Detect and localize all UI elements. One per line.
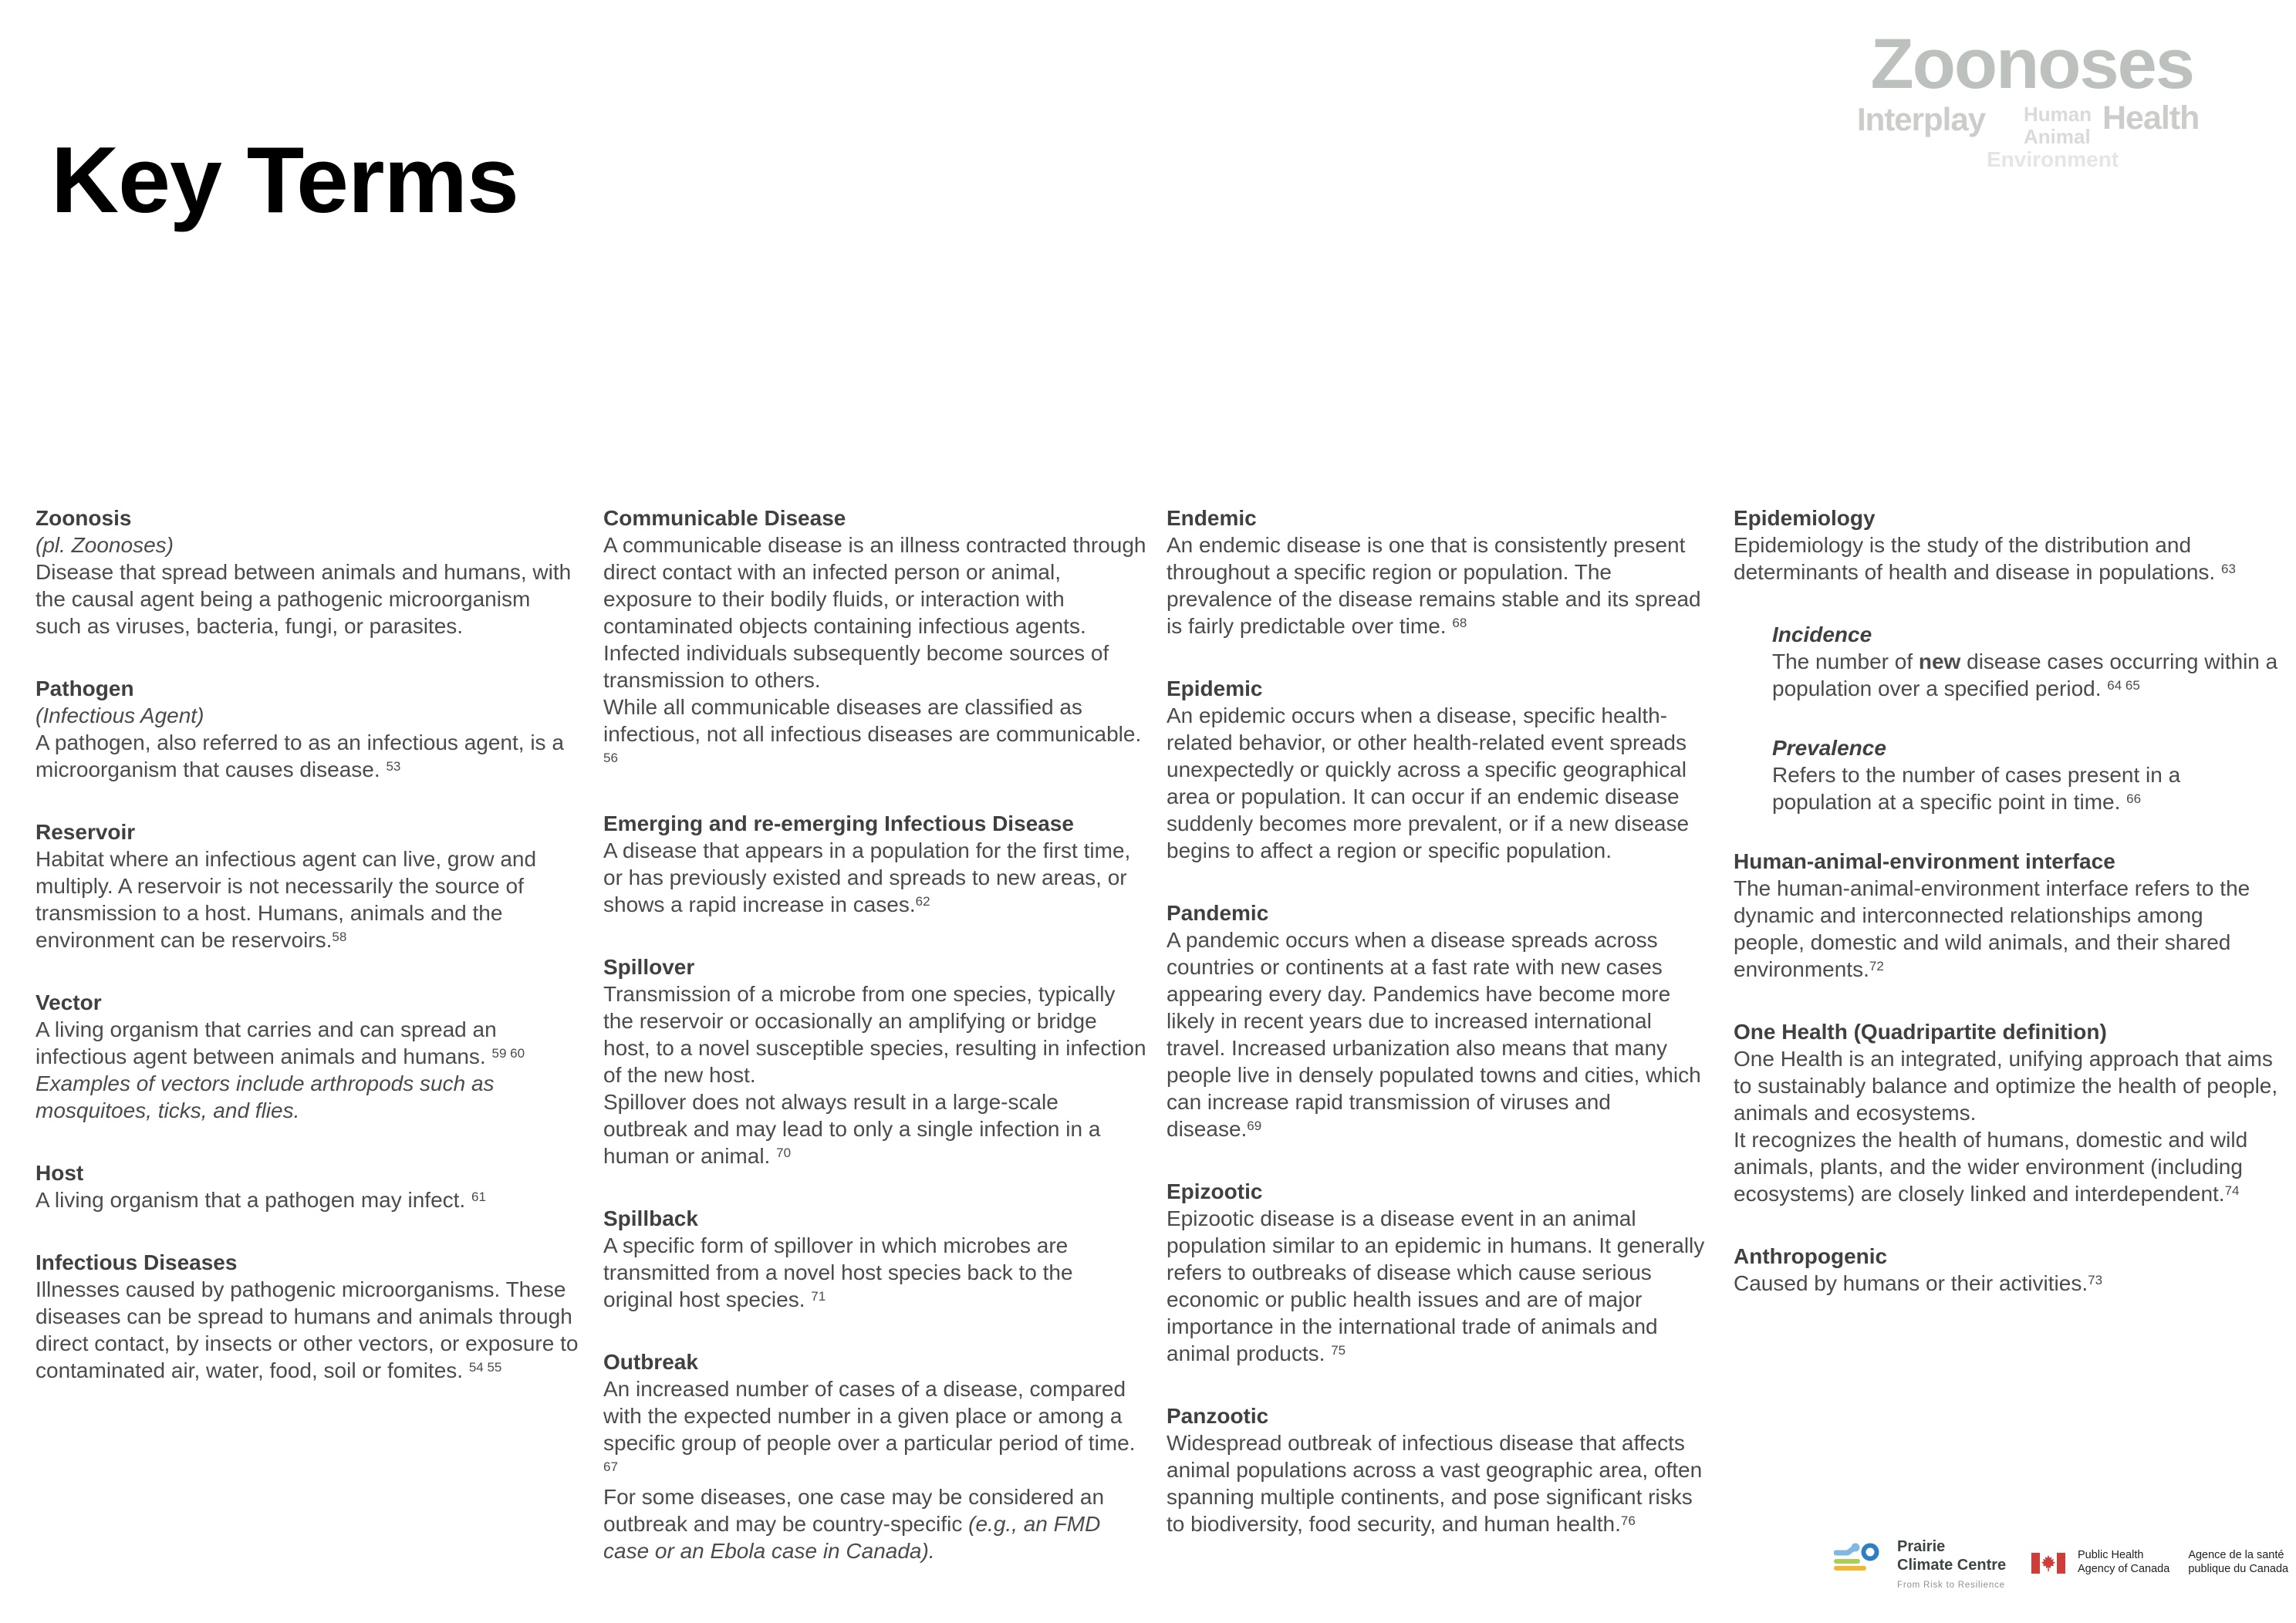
column-2 <box>603 504 1148 1600</box>
definition-text: While all communicable diseases are classified as infectious, not all infectious diseases are communicable. <box>603 695 1142 746</box>
term-section <box>1772 621 2278 702</box>
column-3 <box>1167 504 1711 1573</box>
prairie-climate-centre-icon <box>1834 1542 1886 1574</box>
footnote-ref: 63 <box>2220 562 2236 577</box>
logo-word-health: Health <box>2102 100 2200 137</box>
definition-text: A pathogen, also referred to as an infectious agent, is a microorganism that causes disease. <box>35 731 564 781</box>
term-definition <box>35 1276 580 1384</box>
footnote-ref: 56 <box>603 751 618 766</box>
phac-fr-line2: publique du Canada <box>2188 1562 2289 1575</box>
definition-text: The number of <box>1772 650 1919 673</box>
term-heading: Vector <box>35 990 102 1014</box>
term-section <box>35 989 580 1124</box>
canada-flag-icon <box>2031 1553 2065 1574</box>
term-section <box>1167 899 1711 1142</box>
definition-text: Epidemiology is the study of the distribution and determinants of health and disease in populations. <box>1734 533 2221 584</box>
definition-text: new <box>1918 650 1961 673</box>
term-section <box>1772 734 2278 815</box>
definition-text: A pandemic occurs when a disease spreads across countries or continents at a fast rate with new cases appearing every day. Pandemics have become more likely in recent years due to increased international travel. Increased urbanization also means that many people live in densely populated towns and cities, which can increase rapid transmission of viruses and disease. <box>1167 928 1701 1141</box>
term-section <box>1734 504 2278 585</box>
definition-text: A specific form of spillover in which microbes are transmitted from a novel host species back to the original host species. <box>603 1233 1073 1311</box>
term-definition <box>603 980 1148 1169</box>
pcc-tagline: From Risk to Resilience <box>1897 1581 2005 1590</box>
term-section <box>1734 1018 2278 1207</box>
term-section <box>603 1348 1148 1564</box>
pcc-name-line1: Prairie <box>1897 1538 1946 1555</box>
definition-text: Caused by humans or their activities. <box>1734 1271 2088 1295</box>
prairie-climate-centre-logo <box>1834 1537 2006 1591</box>
term-section <box>1167 675 1711 864</box>
definition-text: For some diseases, one case may be considered an outbreak and may be country-specific <box>603 1485 1105 1536</box>
zoonoses-wordcloud-logo <box>1857 25 2200 183</box>
term-definition <box>603 1375 1148 1564</box>
footnote-ref: 76 <box>1620 1513 1636 1529</box>
column-1 <box>35 504 580 1419</box>
definition-text: A communicable disease is an illness contracted through direct contact with an infected person or animal, exposure to their bodily fluids, or interaction with contaminated objects containing infectious agents. Infected individuals subsequently become sources of transmission to others. <box>603 533 1146 692</box>
term-heading: Spillover <box>603 955 695 979</box>
footnote-ref: 71 <box>811 1289 826 1304</box>
page-title: Key Terms <box>51 127 518 232</box>
term-section <box>603 1205 1148 1313</box>
term-definition <box>1167 1429 1711 1537</box>
prairie-climate-centre-text <box>1897 1537 2006 1591</box>
logo-word-environment: Environment <box>1987 147 2119 171</box>
term-heading: Epidemiology <box>1734 506 1876 530</box>
term-heading: Communicable Disease <box>603 506 846 530</box>
term-definition <box>1772 648 2278 702</box>
term-definition <box>603 1232 1148 1313</box>
footnote-ref: 70 <box>776 1146 792 1161</box>
term-definition <box>1772 761 2278 815</box>
footnote-ref: 66 <box>2126 791 2142 807</box>
phac-text-french <box>2188 1549 2288 1576</box>
term-heading: Human-animal-environment interface <box>1734 849 2115 873</box>
logo-word-interplay: Interplay <box>1857 101 1986 137</box>
term-definition <box>1734 875 2278 983</box>
term-section <box>35 504 580 639</box>
footnote-ref: 72 <box>1869 959 1884 974</box>
term-heading: Epidemic <box>1167 677 1263 700</box>
term-section <box>1734 1243 2278 1297</box>
definition-text: Habitat where an infectious agent can live, grow and multiply. A reservoir is not necessarily the source of transmission to a host. Humans, animals and the environment can be reservoirs. <box>35 847 537 952</box>
term-heading: Epizootic <box>1167 1179 1263 1203</box>
term-definition <box>603 531 1148 774</box>
definition-text: A living organism that a pathogen may infect. <box>35 1188 471 1212</box>
public-health-agency-logo <box>2031 1549 2288 1576</box>
footnote-ref: 54 55 <box>468 1360 502 1375</box>
term-heading: Endemic <box>1167 506 1257 530</box>
term-definition <box>35 845 580 953</box>
term-heading: Spillback <box>603 1206 698 1230</box>
term-definition <box>35 531 580 639</box>
phac-en-line2: Agency of Canada <box>2078 1562 2170 1575</box>
term-heading: Infectious Diseases <box>35 1250 238 1274</box>
footnote-ref: 75 <box>1331 1343 1346 1358</box>
term-heading: Emerging and re-emerging Infectious Disease <box>603 812 1074 835</box>
term-section <box>35 818 580 953</box>
definition-text: Refers to the number of cases present in a population at a specific point in time. <box>1772 763 2181 814</box>
logo-word-human: Human <box>2024 103 2092 126</box>
footnote-ref: 62 <box>915 894 930 909</box>
term-heading: Reservoir <box>35 820 136 844</box>
term-heading: Host <box>35 1161 84 1185</box>
term-definition <box>35 702 580 783</box>
term-heading: Anthropogenic <box>1734 1244 1888 1268</box>
term-section <box>35 675 580 783</box>
footnote-ref: 69 <box>1247 1119 1262 1134</box>
term-section <box>35 1249 580 1384</box>
term-definition <box>35 1186 580 1213</box>
column-4 <box>1734 504 2278 1332</box>
phac-fr-line1: Agence de la santé <box>2188 1549 2284 1561</box>
logo-word-zoonoses: Zoonoses <box>1870 25 2193 103</box>
term-heading: Pathogen <box>35 677 134 700</box>
definition-text: Transmission of a microbe from one species, typically the reservoir or occasionally an amplifying or bridge host, to a novel susceptible species, resulting in infection of the new host. <box>603 982 1146 1087</box>
term-definition <box>1167 702 1711 864</box>
phac-en-line1: Public Health <box>2078 1549 2144 1561</box>
definition-text: Examples of vectors include arthropods such as mosquitoes, ticks, and flies. <box>35 1071 495 1122</box>
definition-text: (e.g., an FMD case or an Ebola case in Canada). <box>603 1512 1101 1563</box>
term-section <box>35 1159 580 1213</box>
term-definition <box>1734 531 2278 585</box>
definition-text: An endemic disease is one that is consistently present throughout a specific region or population. The prevalence of the disease remains stable and its spread is fairly predictable over time. <box>1167 533 1701 638</box>
term-heading: Outbreak <box>603 1350 698 1374</box>
definition-text: Illnesses caused by pathogenic microorganisms. These diseases can be spread to humans and animals through direct contact, by insects or other vectors, or exposure to contaminated air, water, food, soil or fomites. <box>35 1277 579 1382</box>
footnote-ref: 64 65 <box>2107 678 2140 693</box>
term-section <box>1734 848 2278 983</box>
term-section <box>603 810 1148 918</box>
definition-text: (pl. Zoonoses) <box>35 533 174 557</box>
footnote-ref: 74 <box>2224 1183 2240 1199</box>
term-definition <box>35 1016 580 1124</box>
definition-text: A living organism that carries and can spread an infectious agent between animals and humans. <box>35 1017 497 1068</box>
term-definition <box>1167 1205 1711 1367</box>
definition-text: (Infectious Agent) <box>35 704 204 727</box>
footnote-ref: 68 <box>1452 616 1467 631</box>
definition-text: A disease that appears in a population for the first time, or has previously existed and spreads to new areas, or shows a rapid increase in cases. <box>603 838 1131 916</box>
footnote-ref: 59 60 <box>491 1046 525 1061</box>
phac-text-english <box>2078 1549 2169 1576</box>
definition-text: Disease that spread between animals and humans, with the causal agent being a pathogenic microorganism such as viruses, bacteria, fungi, or parasites. <box>35 560 572 638</box>
logo-word-animal: Animal <box>2024 125 2091 148</box>
definition-text: Widespread outbreak of infectious disease that affects animal populations across a vast geographic area, often spanning multiple continents, and pose significant risks to biodiversity, food security, and human health. <box>1167 1431 1703 1536</box>
definition-text: It recognizes the health of humans, domestic and wild animals, plants, and the wider environment (including ecosystems) are closely linked and interdependent. <box>1734 1128 2248 1206</box>
footnote-ref: 67 <box>603 1459 618 1475</box>
definition-text: An increased number of cases of a disease, compared with the expected number in a given place or among a specific group of people over a particular period of time. <box>603 1377 1136 1455</box>
term-heading: Incidence <box>1772 623 1872 646</box>
definition-text: An epidemic occurs when a disease, specific health-related behavior, or other health-related event spreads unexpectedly or quickly across a specific geographical area or population. It can occur if an endemic disease suddenly becomes more prevalent, or if a new disease begins to affect a region or specific population. <box>1167 704 1690 862</box>
term-heading: Panzootic <box>1167 1404 1269 1428</box>
term-definition <box>1734 1045 2278 1207</box>
term-definition <box>603 837 1148 918</box>
term-section <box>603 504 1148 774</box>
pcc-name-line2: Climate Centre <box>1897 1557 2007 1574</box>
footnote-ref: 73 <box>2088 1273 2103 1288</box>
definition-text: The human-animal-environment interface refers to the dynamic and interconnected relationships among people, domestic and wild animals, and their shared environments. <box>1734 876 2250 981</box>
term-heading: Zoonosis <box>35 506 132 530</box>
term-heading: One Health (Quadripartite definition) <box>1734 1020 2107 1044</box>
definition-text: disease cases occurring within a population over a specified period. <box>1772 650 2278 700</box>
term-section <box>1167 1178 1711 1367</box>
term-heading: Prevalence <box>1772 736 1886 760</box>
term-definition <box>1734 1270 2278 1297</box>
definition-text: Spillover does not always result in a large-scale outbreak and may lead to only a single infection in a human or animal. <box>603 1090 1101 1168</box>
term-heading: Pandemic <box>1167 901 1269 925</box>
term-section <box>1167 1402 1711 1537</box>
definition-text: One Health is an integrated, unifying approach that aims to sustainably balance and optimize the health of people, animals and ecosystems. <box>1734 1047 2278 1125</box>
term-definition <box>1167 926 1711 1142</box>
term-section <box>1167 504 1711 639</box>
definition-text: Epizootic disease is a disease event in an animal population similar to an epidemic in humans. It generally refers to outbreaks of disease which cause serious economic or public health issues and are of major importance in the international trade of animals and animal products. <box>1167 1206 1705 1365</box>
footnote-ref: 58 <box>332 930 347 945</box>
term-definition <box>1167 531 1711 639</box>
footnote-ref: 61 <box>471 1189 486 1205</box>
term-section <box>603 953 1148 1169</box>
footnote-ref: 53 <box>386 759 401 774</box>
